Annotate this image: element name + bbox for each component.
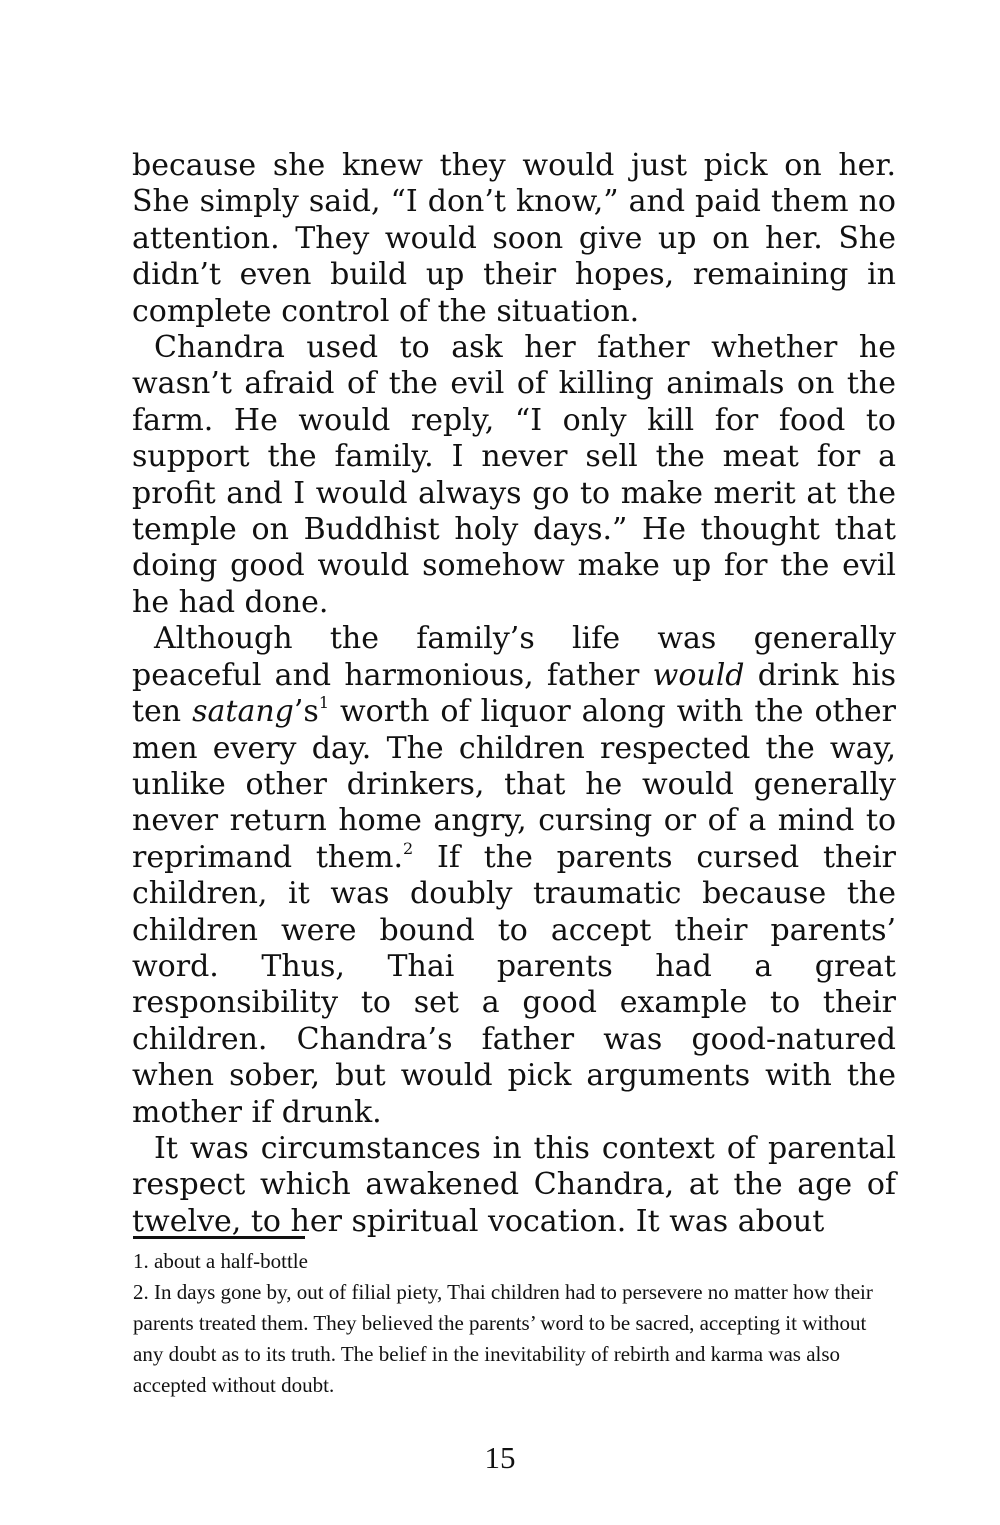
paragraph-3-segment: If the parents cursed their children, it was doubly traumatic because the children were bound to accept their parents’ word. Thus, Thai parents had a great responsibility to set a good example to their children. Chandra’s father was good-natured when sober, but would pick arguments with the mother if drunk.: [132, 839, 897, 1130]
footnote-2: 2. In days gone by, out of filial piety, Thai children had to persevere no matter how their parents treated them. They believed the parents’ word to be sacred, accepting it without any doubt as to its truth. The belief in the inevitability of rebirth and karma was also accepted without doubt.: [133, 1280, 873, 1397]
footnote-ref-2: 2: [403, 838, 414, 858]
paragraph-3: [132, 621, 896, 1131]
paragraph-4-text: It was circumstances in this context of parental respect which awakened Chandra, at the age of twelve, to her spiritual vocation. It was about: [132, 1130, 896, 1239]
paragraph-3-italic-would: would: [652, 657, 745, 693]
paragraph-4: [132, 1131, 896, 1240]
paragraph-3-segment: Although the family’s life was generally peaceful and harmonious, father: [132, 621, 896, 693]
paragraph-3-segment: ’s: [293, 694, 319, 730]
paragraph-1: [132, 148, 896, 330]
page-body: [132, 148, 896, 1240]
paragraph-3-segment: drink his ten: [132, 657, 896, 730]
page-number: 15: [484, 1440, 516, 1475]
footnotes: [133, 1246, 893, 1401]
footnote-ref-1: 1: [318, 693, 329, 713]
paragraph-1-text: because she knew they would just pick on her. She simply said, “I don’t know,” and paid them no attention. They would soon give up on her. She didn’t even build up their hopes, remaining in complete control of the situation.: [132, 148, 896, 329]
paragraph-2: [132, 330, 896, 621]
footnote-divider: [133, 1236, 305, 1239]
main-text: [132, 148, 896, 1240]
paragraph-3-italic-satang: satang: [192, 694, 294, 730]
paragraph-2-text: Chandra used to ask her father whether he wasn’t afraid of the evil of killing animals on the farm. He would reply, “I only kill for food to support the family. I never sell the meat for a profit and I would always go to make merit at the temple on Buddhist holy days.” He thought that doing good would somehow make up for the evil he had done.: [132, 330, 896, 620]
footnote-1: 1. about a half-bottle: [133, 1249, 308, 1273]
paragraph-3-segment: worth of liquor along with the other men every day. The children respected the way, unlike other drinkers, that he would generally never return home angry, cursing or of a mind to reprimand them.: [132, 694, 897, 875]
